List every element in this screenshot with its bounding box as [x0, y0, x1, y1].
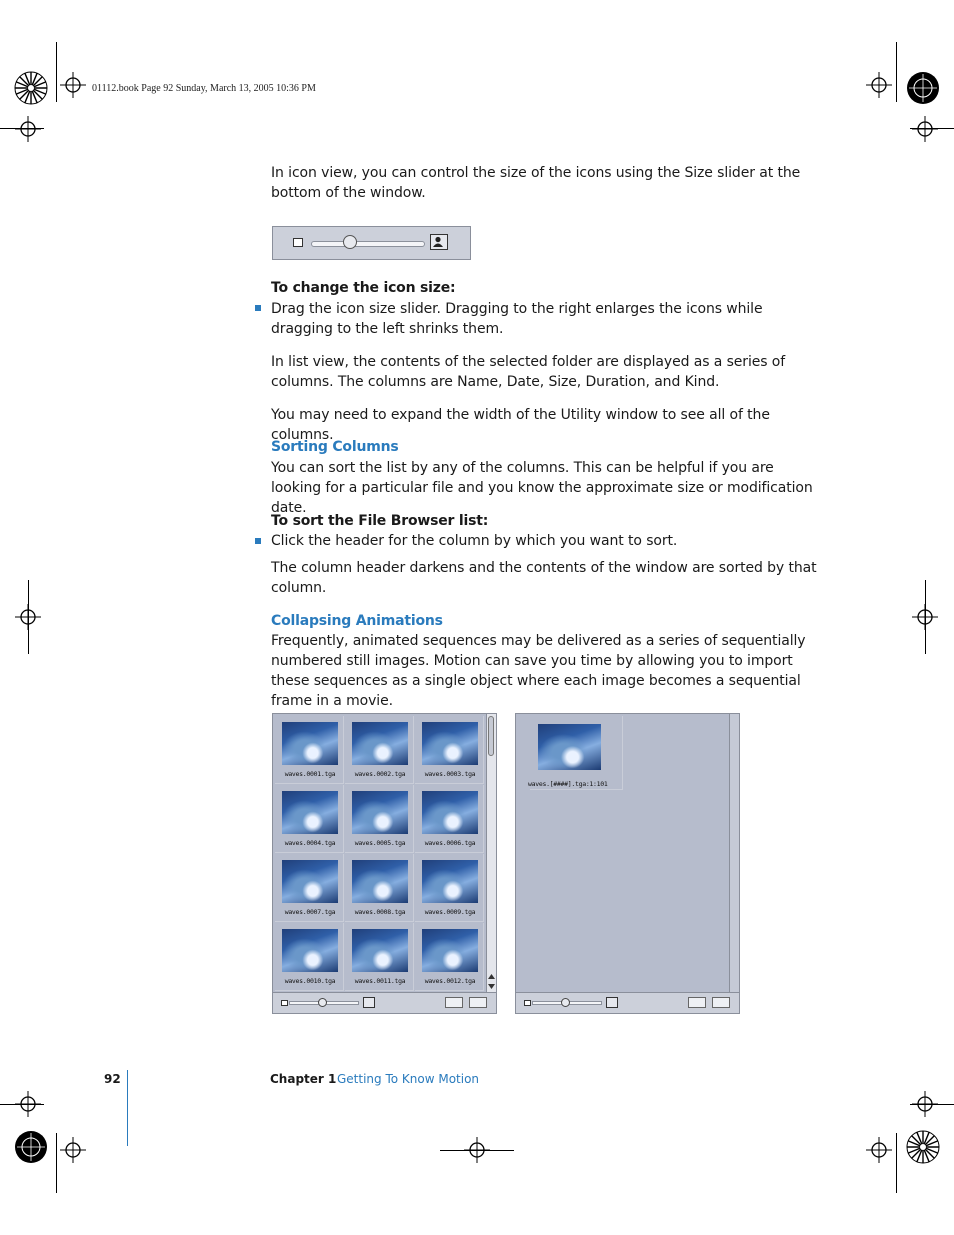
- large-icon-size-icon: [363, 997, 375, 1008]
- registration-target-icon: [15, 604, 41, 630]
- registration-rosette-icon: [14, 1130, 48, 1164]
- file-item[interactable]: [275, 716, 344, 784]
- wave-thumbnail: [282, 929, 338, 972]
- size-slider-thumb[interactable]: [561, 998, 570, 1007]
- file-name: waves.0008.tga: [354, 908, 406, 916]
- wave-thumbnail: [422, 929, 478, 972]
- registration-target-icon: [912, 116, 938, 142]
- footer-chapter-title: Getting To Know Motion: [337, 1072, 480, 1086]
- expand-paragraph: You may need to expand the width of the Utility window to see all of the columns.: [271, 407, 770, 443]
- file-name: waves.0003.tga: [424, 770, 476, 778]
- file-browser-collapsed-sequence: [515, 713, 740, 1014]
- scroll-down-arrow-icon[interactable]: [488, 984, 495, 989]
- bullet-icon: [255, 538, 261, 544]
- large-icon-size-icon: [606, 997, 618, 1008]
- registration-rosette-icon: [14, 71, 48, 105]
- footer-chapter: Chapter 1: [270, 1072, 337, 1086]
- collapsing-body: Frequently, animated sequences may be delivered as a series of sequentially numbered still images. Motion can save you time by allowing you to import these sequences as a single object where each image becomes a sequential frame in a movie.: [271, 633, 806, 709]
- file-name: waves.[####].tga:1:101: [528, 780, 608, 788]
- file-item[interactable]: [415, 854, 484, 922]
- size-slider-figure: [272, 226, 471, 260]
- size-slider-track[interactable]: [311, 241, 425, 247]
- vertical-scrollbar[interactable]: [729, 714, 739, 993]
- new-folder-button[interactable]: [712, 997, 730, 1008]
- registration-target-icon: [866, 72, 892, 98]
- file-item[interactable]: [345, 716, 414, 784]
- wave-thumbnail: [538, 724, 601, 770]
- file-name: waves.0012.tga: [424, 977, 476, 985]
- page-number: 92: [104, 1072, 121, 1086]
- file-item[interactable]: [275, 923, 344, 991]
- browser-footer-bar: [516, 992, 739, 1013]
- wave-thumbnail: [422, 860, 478, 903]
- registration-target-icon: [60, 72, 86, 98]
- file-item[interactable]: [345, 854, 414, 922]
- wave-thumbnail: [282, 722, 338, 765]
- registration-target-icon: [15, 116, 41, 142]
- bullet-icon: [255, 305, 261, 311]
- icon-view-button[interactable]: [688, 997, 706, 1008]
- scroll-up-arrow-icon[interactable]: [488, 974, 495, 979]
- browser-footer-bar: [273, 992, 496, 1013]
- registration-target-icon: [912, 604, 938, 630]
- file-name: waves.0011.tga: [354, 977, 406, 985]
- intro-paragraph: In icon view, you can control the size of the icons using the Size slider at the bottom of the window.: [271, 165, 801, 201]
- registration-target-icon: [60, 1137, 86, 1163]
- file-name: waves.0004.tga: [284, 839, 336, 847]
- wave-thumbnail: [352, 791, 408, 834]
- wave-thumbnail: [352, 722, 408, 765]
- wave-thumbnail: [422, 791, 478, 834]
- file-name: waves.0007.tga: [284, 908, 336, 916]
- file-name: waves.0001.tga: [284, 770, 336, 778]
- file-item[interactable]: [415, 716, 484, 784]
- file-item[interactable]: [345, 923, 414, 991]
- registration-target-icon: [866, 1137, 892, 1163]
- procedure-1-lead: To change the icon size:: [271, 280, 456, 296]
- heading-collapsing-animations: Collapsing Animations: [271, 613, 443, 629]
- procedure-1-step: Drag the icon size slider. Dragging to the right enlarges the icons while dragging to the left shrinks them.: [271, 301, 763, 337]
- registration-target-icon: [464, 1137, 490, 1163]
- file-browser-separate-files: [272, 713, 497, 1014]
- print-slug: 01112.book Page 92 Sunday, March 13, 2005 10:36 PM: [92, 83, 316, 94]
- list-view-paragraph: In list view, the contents of the selected folder are displayed as a series of columns. The columns are Name, Date, Size, Duration, and Kind.: [271, 354, 786, 390]
- size-slider-thumb[interactable]: [343, 235, 357, 249]
- file-item[interactable]: [275, 785, 344, 853]
- wave-thumbnail: [352, 929, 408, 972]
- wave-thumbnail: [282, 860, 338, 903]
- small-icon-size-icon: [524, 1000, 531, 1006]
- registration-rosette-icon: [906, 71, 940, 105]
- file-item[interactable]: [415, 785, 484, 853]
- wave-thumbnail: [282, 791, 338, 834]
- file-name: waves.0002.tga: [354, 770, 406, 778]
- file-item[interactable]: [345, 785, 414, 853]
- large-icon-size-icon: [430, 234, 448, 250]
- size-slider-thumb[interactable]: [318, 998, 327, 1007]
- sorting-result: The column header darkens and the contents of the window are sorted by that column.: [271, 560, 817, 596]
- new-folder-button[interactable]: [469, 997, 487, 1008]
- icon-view-button[interactable]: [445, 997, 463, 1008]
- registration-rosette-icon: [906, 1130, 940, 1164]
- sorting-lead: To sort the File Browser list:: [271, 513, 489, 529]
- sorting-step: Click the header for the column by which you want to sort.: [271, 533, 678, 549]
- sorting-body: You can sort the list by any of the columns. This can be helpful if you are looking for a particular file and you know the approximate size or modification date.: [271, 460, 813, 516]
- file-item[interactable]: [275, 854, 344, 922]
- file-item-sequence[interactable]: [530, 716, 623, 790]
- registration-target-icon: [15, 1091, 41, 1117]
- wave-thumbnail: [352, 860, 408, 903]
- file-item[interactable]: [415, 923, 484, 991]
- scrollbar-thumb[interactable]: [488, 716, 494, 756]
- file-name: waves.0005.tga: [354, 839, 406, 847]
- small-icon-size-icon: [281, 1000, 288, 1006]
- small-icon-size-icon: [293, 238, 303, 247]
- registration-target-icon: [912, 1091, 938, 1117]
- file-name: waves.0010.tga: [284, 977, 336, 985]
- file-name: waves.0006.tga: [424, 839, 476, 847]
- file-name: waves.0009.tga: [424, 908, 476, 916]
- heading-sorting-columns: Sorting Columns: [271, 439, 399, 455]
- footer-rule: [127, 1070, 128, 1146]
- wave-thumbnail: [422, 722, 478, 765]
- vertical-scrollbar[interactable]: [486, 714, 496, 993]
